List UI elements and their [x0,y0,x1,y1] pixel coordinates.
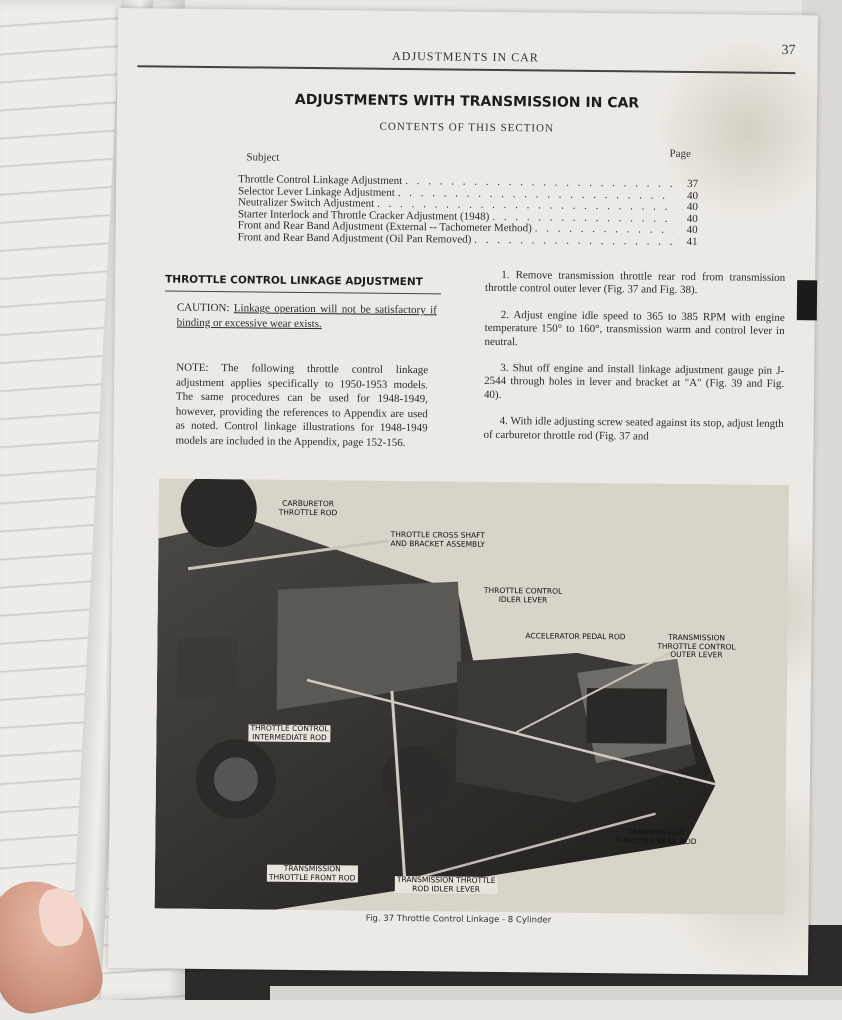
procedure-step: 2. Adjust engine idle speed to 365 to 385 RPM with engine temperature 150° to 160°, transmission warm and control lever in neutral. [484,308,785,348]
note-paragraph: NOTE: The following throttle control linkage adjustment applies specifically to 1950-1953 models. The same procedures can be used for 1948-1949, however, providing the references to Appendix are used as noted. Control linkage illustrations for 1948-1949 models are included in the Appendix, page 152-156. [175,361,429,449]
toc-entry-label: Neutralizer Switch Adjustment [237,196,375,210]
toc-leader [474,234,673,248]
caution-label: CAUTION: [176,301,230,315]
figure-caption: Fig. 37 Throttle Control Linkage - 8 Cylinder [365,913,552,926]
toc-entry-label: Front and Rear Band Adjustment (Oil Pan Removed) [237,230,472,246]
toc-entry-label: Selector Lever Linkage Adjustment [238,184,395,199]
procedure-step: 4. With idle adjusting screw seated against its stop, adjust length of carburetor throttle rod (Fig. 37 and [483,415,784,443]
toc-page-label: Page [669,147,691,161]
page-number: 37 [781,42,796,59]
callout-outer-lever: TRANSMISSION THROTTLE CONTROL OUTER LEVER [657,632,736,660]
callout-accelerator-rod: ACCELERATOR PEDAL ROD [525,631,626,642]
column-heading-rule [165,291,441,295]
callout-cross-shaft: THROTTLE CROSS SHAFT AND BRACKET ASSEMBLY [390,529,486,549]
callout-carburetor-rod: CARBURETOR THROTTLE ROD [278,498,338,517]
toc-entry-page: 40 [686,212,698,225]
running-head: ADJUSTMENTS IN CAR [392,48,539,65]
section-title: ADJUSTMENTS WITH TRANSMISSION IN CAR [294,91,640,112]
toc-entry-label: Throttle Control Linkage Adjustment [238,173,403,187]
toc-entry-page: 40 [686,223,698,237]
toc-entry-page: 41 [686,235,698,248]
column-heading: THROTTLE CONTROL LINKAGE ADJUSTMENT [165,273,423,289]
callout-idler-lever: THROTTLE CONTROL IDLER LEVER [483,585,563,605]
toc-entry-page: 37 [687,177,699,191]
callout-front-rod: TRANSMISSION THROTTLE FRONT ROD [267,865,358,883]
toc-entry-label: Starter Interlock and Throttle Cracker Adjustment (1948) [237,207,490,223]
toc-entry-page: 40 [686,200,699,214]
toc-entry-label: Front and Rear Band Adjustment (External -- Tachometer Method) [237,219,532,235]
caution-text: Linkage operation will not be satisfactory if binding or excessive wear exists. [176,302,437,331]
toc-entry-page: 40 [687,189,699,202]
procedure-steps [483,269,785,458]
manual-page [108,8,818,975]
procedure-step: 1. Remove transmission throttle rear rod from transmission throttle control outer lever (Fig. 37 and Fig. 38). [485,269,786,297]
callout-intermediate-rod: THROTTLE CONTROL INTERMEDIATE ROD [248,724,330,742]
section-thumb-tab [797,280,817,320]
table-of-contents [238,174,699,248]
procedure-step: 3. Shut off engine and install linkage adjustment gauge pin J-2544 through holes in lever and bracket at "A" (Fig. 39 and Fig. 40). [483,362,785,401]
background-strip [270,986,842,1000]
engine-photograph [155,478,789,915]
callout-rod-idler-lever: TRANSMISSION THROTTLE ROD IDLER LEVER [395,876,498,894]
caution-note [177,301,437,334]
contents-title: CONTENTS OF THIS SECTION [379,120,555,135]
toc-subject-label: Subject [246,151,280,164]
callout-rear-rod: TRANSMISSION THROTTLE REAR ROD [615,827,697,846]
